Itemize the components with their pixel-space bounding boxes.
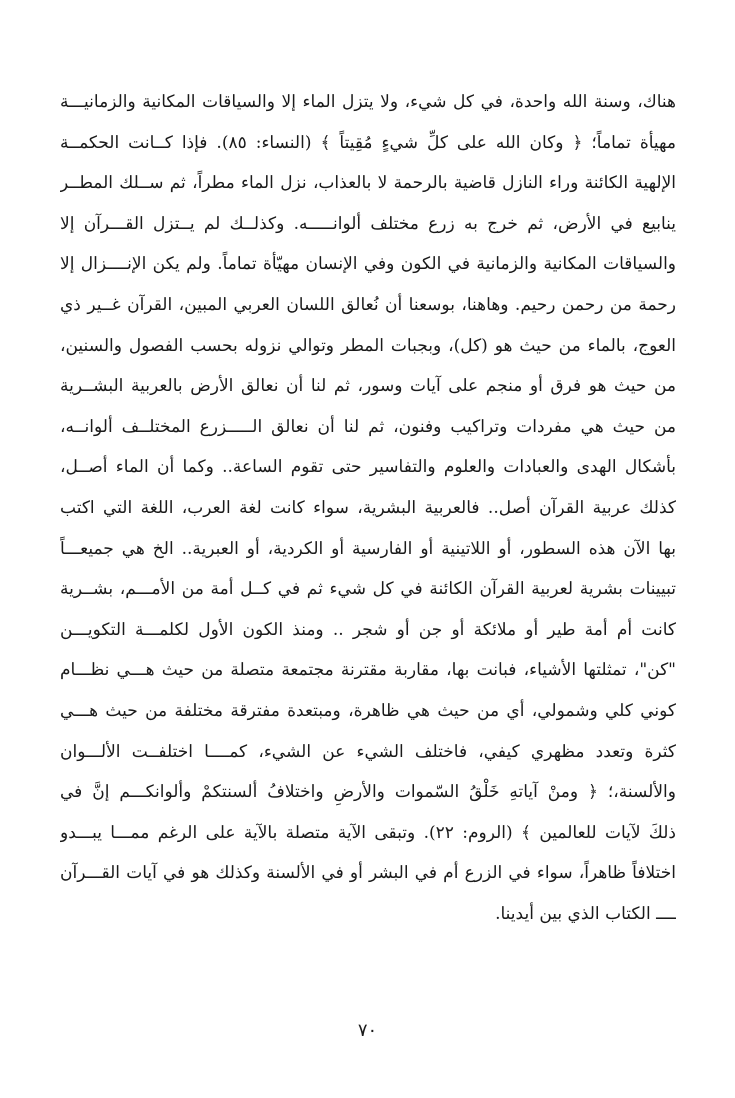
text-line: كذلك عربية القرآن أصل.. فالعربية البشرية، سواء كانت لغة العرب، اللغة التي اكتب xyxy=(60,497,676,518)
text-line: من حيث هي مفردات وتراكيب وفنون، ثم لنا أن نعالق الـــــزرع المختلــف ألوانــه، xyxy=(60,416,676,437)
text-line: اختلافاً ظاهراً، سواء في الزرع أم في البشر أو في الألسنة وكذلك هو في آيات القـــرآن xyxy=(60,863,676,884)
text-line: كوني كلي وشمولي، أي من حيث هي ظاهرة، ومبتعدة مفترقة مختلفة من حيث هـــي xyxy=(60,700,676,721)
text-line: بأشكال الهدى والعبادات والعلوم والتفاسير حتى تقوم الساعة.. وكما أن الماء أصــل، xyxy=(60,457,676,478)
text-line: تبيينات بشرية لعربية القرآن الكائنة في كل شيء ثم في كــل أمة من الأمـــم، بشــرية xyxy=(60,579,676,600)
text-line: والسياقات المكانية والزمانية في الكون وفي الإنسان مهيّأة تماماً. ولم يكن الإنــــزال إلا xyxy=(60,254,676,275)
text-line: مهيأة تماماً؛ ﴿ وكان الله على كلِّ شيءٍ مُقِيتاً ﴾ (النساء: ٨٥). فإذا كــانت الحكمــة xyxy=(60,132,676,153)
text-line: كانت أم أمة طير أو ملائكة أو جن أو شجر .. ومنذ الكون الأول لكلمـــة التكويـــن xyxy=(60,619,676,640)
body-text xyxy=(60,82,676,934)
text-line: رحمة من رحمن رحيم. وهاهنا، بوسعنا أن نُعالق اللسان العربي المبين، القرآن غــير ذي xyxy=(60,294,676,315)
text-line: والألسنة،؛ ﴿ ومنْ آياتهِ خَلْقُ السّموات والأرضِ واختلافُ ألسنتكمْ وألوانكـــم إنَّ في xyxy=(60,782,676,803)
page-number: ٧٠ xyxy=(357,1020,378,1041)
text-line: من حيث هو فرق أو منجم على آيات وسور، ثم لنا أن نعالق الأرض بالعربية البشــرية xyxy=(60,376,676,397)
text-line: ينابيع في الأرض، ثم خرج به زرع مختلف ألوانـــــه. وكذلــك لم يــتزل القـــرآن إلا xyxy=(60,213,676,234)
text-line-last: ــــ الكتاب الذي بين أيدينا. xyxy=(495,903,676,924)
text-line: بها الآن هذه السطور، أو اللاتينية أو الفارسية أو الكردية، أو العبرية.. الخ هي جميعـــاً xyxy=(60,538,676,559)
text-line: العوج، بالماء من حيث هو (كل)، وبجبات المطر وتوالي نزوله بحسب الفصول والسنين، xyxy=(60,335,676,356)
text-line: "كن"، تمثلتها الأشياء، فبانت بها، مقاربة مقترنة مجتمعة متصلة من حيث هـــي نظـــام xyxy=(60,660,676,681)
text-line: ذلكَ لآيات للعالمين ﴾ (الروم: ٢٢). وتبقى الآية متصلة بالآية على الرغم ممـــا يبـــدو xyxy=(60,822,676,843)
text-line: هناك، وسنة الله واحدة، في كل شيء، ولا يتزل الماء إلا والسياقات المكانية والزمانيـــة xyxy=(60,92,676,112)
text-line: كثرة وتعدد مظهري كيفي، فاختلف الشيء عن الشيء، كمــــا اختلفــت الألـــوان xyxy=(60,741,676,762)
text-line: الإلهية الكائنة وراء النازل قاضية بالرحمة لا بالعذاب، نزل الماء مطراً، ثم ســلك المطــر xyxy=(60,173,676,194)
